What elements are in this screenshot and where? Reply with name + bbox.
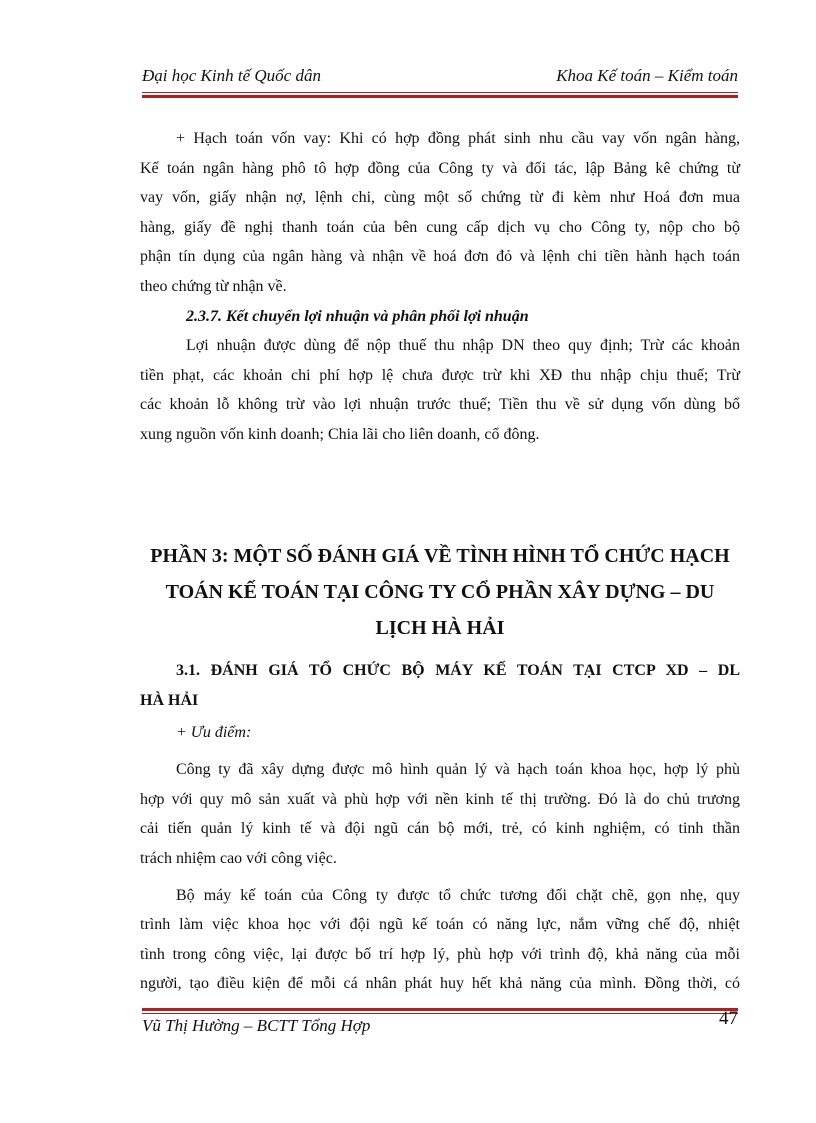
paragraph-profit-distribution <box>140 331 740 449</box>
section-title-line: TOÁN KẾ TOÁN TẠI CÔNG TY CỔ PHẦN XÂY DỰNG – DU <box>165 581 715 603</box>
section-title-line: LỊCH HÀ HẢI <box>375 617 505 639</box>
text-line: người, tạo điều kiện để mỗi cá nhân phát huy hết khả năng của mình. Đồng thời, có <box>140 975 740 993</box>
text-line: tình trong công việc, lại được bố trí hợp lý, phù hợp với trình độ, khả năng của mỗi <box>140 945 740 963</box>
section-3-title <box>140 538 740 646</box>
text-line: hàng, giấy đề nghị thanh toán của bên cung cấp dịch vụ cho Công ty, nộp cho bộ <box>140 218 740 236</box>
paragraph-accounting-apparatus <box>140 881 740 999</box>
paragraph-management-model <box>140 755 740 873</box>
text-line: trách nhiệm cao với công việc. <box>140 849 337 867</box>
text-line: Lợi nhuận được dùng để nộp thuế thu nhập DN theo quy định; Trừ các khoản <box>186 337 740 355</box>
footer-author: Vũ Thị Hường – BCTT Tổng Hợp <box>142 1016 371 1035</box>
text-line: cải tiến quản lý kinh tế và đội ngũ cán bộ mới, trẻ, có kinh nghiệm, có tinh thần <box>140 820 740 838</box>
section-title-line: PHẦN 3: MỘT SỐ ĐÁNH GIÁ VỀ TÌNH HÌNH TỔ CHỨC HẠCH <box>150 545 730 567</box>
text-line: hợp với quy mô sản xuất và phù hợp với nền kinh tế thị trường. Đó là do chủ trương <box>140 790 740 808</box>
heading-line: HÀ HẢI <box>140 692 199 709</box>
footer-rule-thick <box>142 1008 738 1011</box>
paragraph-loan-accounting <box>140 124 740 302</box>
advantages-label: + Ưu điểm: <box>176 724 252 741</box>
text-line: + Hạch toán vốn vay: Khi có hợp đồng phát sinh nhu cầu vay vốn ngân hàng, <box>176 130 740 147</box>
page-number: 47 <box>719 1008 738 1029</box>
header-university: Đại học Kinh tế Quốc dân <box>142 66 321 85</box>
text-line: tiền phạt, các khoản chi phí hợp lệ chưa được trừ khi XĐ thu nhập chịu thuế; Trừ <box>140 366 740 384</box>
section-3-body <box>140 718 740 999</box>
subsection-heading-2-3-7: 2.3.7. Kết chuyển lợi nhuận và phân phối lợi nhuận <box>186 307 529 325</box>
text-line: các khoản lỗ không trừ vào lợi nhuận trước thuế; Tiền thu về sử dụng vốn dùng bổ <box>140 396 740 414</box>
text-line: Kế toán ngân hàng phô tô hợp đồng của Công ty và đối tác, lập Bảng kê chứng từ <box>140 159 740 177</box>
footer-rule-thin <box>142 1013 738 1014</box>
header-rule-thick <box>142 95 738 98</box>
header-faculty: Khoa Kế toán – Kiểm toán <box>556 66 738 85</box>
heading-line: 3.1. ĐÁNH GIÁ TỔ CHỨC BỘ MÁY KẾ TOÁN TẠI CTCP XD – DL <box>176 662 740 679</box>
text-line: vay vốn, giấy nhận nợ, lệnh chi, cùng một số chứng từ đi kèm như Hoá đơn mua <box>140 189 740 207</box>
text-line: theo chứng từ nhận về. <box>140 277 287 295</box>
page-header <box>142 66 738 90</box>
spacer <box>140 747 740 755</box>
header-rule-thin <box>142 92 738 93</box>
text-line: phận tín dụng của ngân hàng và nhận về hoá đơn đỏ và lệnh chi tiền hành hạch toán <box>140 248 740 266</box>
text-line: Công ty đã xây dựng được mô hình quản lý và hạch toán khoa học, hợp lý phù <box>176 761 740 779</box>
spacer <box>140 873 740 881</box>
text-line: xung nguồn vốn kinh doanh; Chia lãi cho liên doanh, cổ đông. <box>140 425 540 443</box>
page-footer <box>142 1008 738 1040</box>
text-line: trình làm việc khoa học với đội ngũ kế toán có năng lực, nắm vững chế độ, nhiệt <box>140 916 740 934</box>
top-body <box>140 124 740 450</box>
text-line: Bộ máy kế toán của Công ty được tổ chức tương đối chặt chẽ, gọn nhẹ, quy <box>176 887 740 905</box>
subsection-heading-3-1 <box>140 656 740 716</box>
